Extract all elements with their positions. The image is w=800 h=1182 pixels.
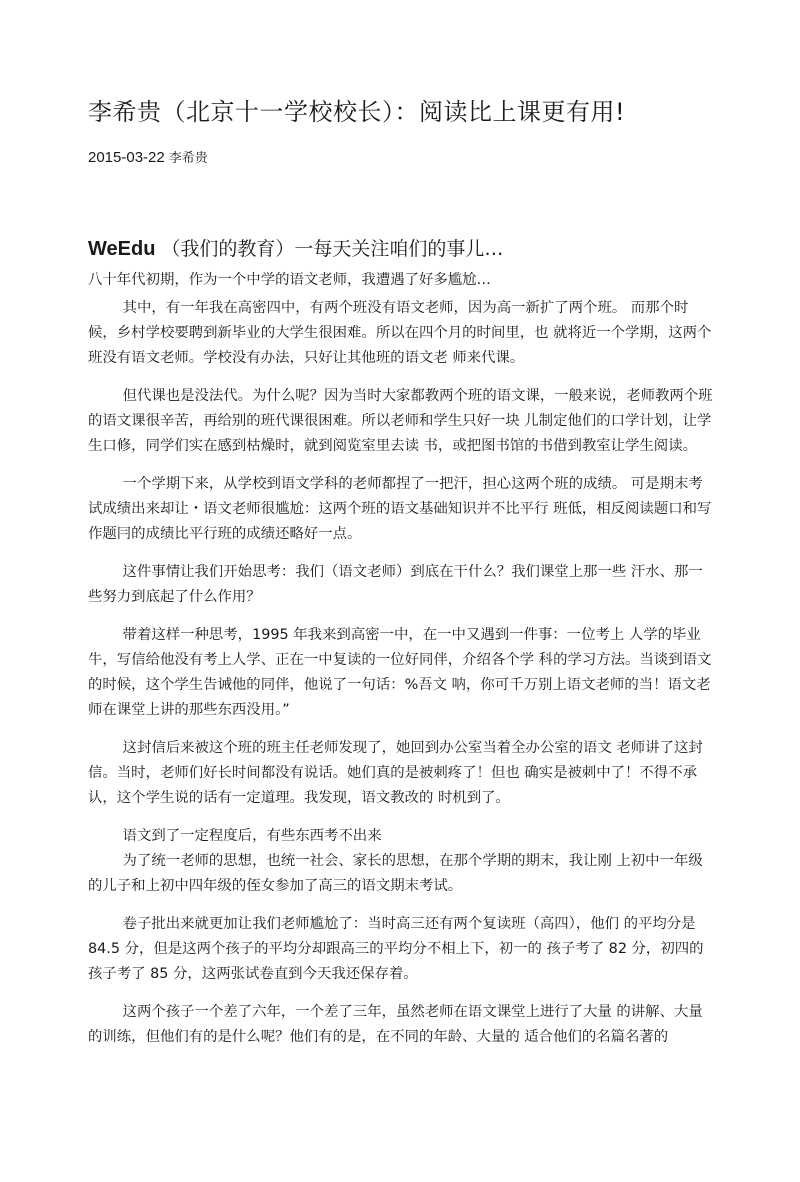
paragraph: 这两个孩子一个差了六年，一个差了三年，虽然老师在语文课堂上进行了大量 的讲解、大量的训练，但他们有的是什么呢？他们有的是，在不同的年龄、大量的 适合他们的名篇名著的 xyxy=(88,1004,703,1045)
paragraph: 这封信后来被这个班的班主任老师发现了，她回到办公室当着全办公室的语文 老师讲了这封信。当时，老师们好长时间都没有说话。她们真的是被刺疼了！但也 确实是被刺中了！不得不承认，这个学生说的话有一定道理。我发现，语文教改的 时机到了。 xyxy=(88,740,703,806)
publication-tagline xyxy=(88,234,503,261)
tagline-text: （我们的教育）一每天关注咱们的事儿… xyxy=(161,238,504,260)
paragraph: 这件事情让我们开始思考：我们（语文老师）到底在干什么？我们课堂上那一些 汗水、那一些努力到底起了什么作用？ xyxy=(88,564,703,605)
article-body xyxy=(88,268,716,1063)
paragraph: 其中，有一年我在高密四中，有两个班没有语文老师，因为高一新扩了两个班。 而那个时候，乡村学校要聘到新毕业的大学生很困难。所以在四个月的时间里，也 就将近一个学期，这两个班没有语文老师。学校没有办法，只好让其他班的语文老 师来代课。 xyxy=(88,300,712,366)
article-title: 李希贵（北京十一学校校长）：阅读比上课更有用! xyxy=(88,98,626,127)
paragraph: 带着这样一种思考，1995 年我来到高密一中，在一中又遇到一件事：一位考上 人学的毕业牛，写信给他没有考上人学、正在一中复读的一位好同伴，介绍各个学 科的学习方法。当谈到语文的时候，这个学生告诫他的同伴，他说了一句话：%吾文 呐，你可千万别上语文老师的当！语文老师在课堂上讲的那些东西没用。” xyxy=(88,627,712,718)
article-meta xyxy=(88,147,208,166)
paragraph: 卷子批出来就更加让我们老师尴尬了：当时高三还有两个复读班（高四），他们 的平均分是 84.5 分，但是这两个孩子的平均分却跟高三的平均分不相上下，初一的 孩子考了 82 分，初四的孩子考了 85 分，这两张试卷直到今天我还保存着。 xyxy=(88,916,704,982)
brand-name: WeEdu xyxy=(88,238,156,260)
paragraph: 为了统一老师的思想，也统一社会、家长的思想，在那个学期的期末，我让刚 上初中一年级的儿子和上初中四年级的侄女参加了高三的语文期末考试。 xyxy=(88,853,703,894)
paragraph: 但代课也是没法代。为什么呢？因为当时大家都教两个班的语文课，一般来说，老师教两个班的语文课很辛苦，再给别的班代课很困难。所以老师和学生只好一块 儿制定他们的口学计划，让学生口修，同学们实在感到枯燥时，就到阅览室里去读 书，或把图书馆的书借到教室让学生阅读。 xyxy=(88,388,713,454)
author-name: 李希贵 xyxy=(168,151,208,166)
paragraph: 一个学期下来，从学校到语文学科的老师都捏了一把汗，担心这两个班的成绩。 可是期末考试成绩出来却让・语文老师很尴尬：这两个班的语文基础知识并不比平行 班低，相反阅读题口和写作题冃的成绩比平行班的成绩还略好一点。 xyxy=(88,476,712,542)
paragraph: 八十年代初期，作为一个中学的语文老师，我遭遇了好多尴尬… xyxy=(88,272,491,288)
section-heading: 语文到了一定程度后，有些东西考不出来 xyxy=(122,828,382,844)
publish-date: 2015-03-22 xyxy=(88,149,165,166)
